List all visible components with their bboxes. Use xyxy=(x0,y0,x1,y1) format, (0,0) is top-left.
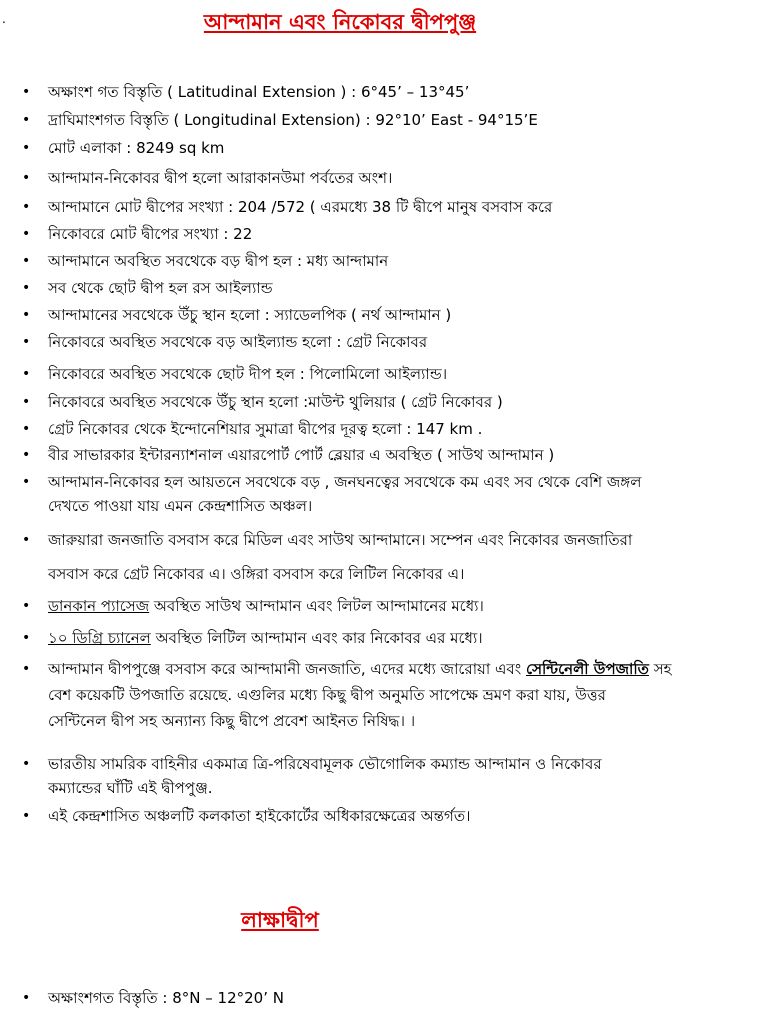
bullet-icon: • xyxy=(22,280,31,296)
bullet-icon: • xyxy=(22,394,31,410)
bullet-icon: • xyxy=(22,630,31,646)
bullet-icon: • xyxy=(22,990,31,1006)
bullet-icon: • xyxy=(22,421,31,437)
bullet-icon: • xyxy=(22,598,31,614)
underlined-bold-term: সেন্টিনেলী উপজাতি xyxy=(526,660,649,678)
bullet-icon: • xyxy=(22,170,31,186)
underlined-term: ডানকান প্যাসেজ xyxy=(48,597,150,615)
section-title-andaman: আন্দামান এবং নিকোবর দ্বীপপুঞ্জ xyxy=(203,10,477,34)
stray-mark: . xyxy=(2,12,6,26)
bullet-icon: • xyxy=(22,532,31,548)
bullet-icon: • xyxy=(22,447,31,463)
bullet-icon: • xyxy=(22,112,31,128)
bullet-icon: • xyxy=(22,253,31,269)
bullet-icon: • xyxy=(22,226,31,242)
bullet-icon: • xyxy=(22,334,31,350)
bullet-icon: • xyxy=(22,140,31,156)
bullet-icon: • xyxy=(22,756,31,772)
bullet-icon: • xyxy=(22,199,31,215)
underlined-term: ১০ ডিগ্রি চ্যানেল xyxy=(48,629,151,647)
bullet-icon: • xyxy=(22,307,31,323)
bullet-icon: • xyxy=(22,84,31,100)
bullet-icon: • xyxy=(22,474,31,490)
bullet-icon: • xyxy=(22,366,31,382)
bullet-icon: • xyxy=(22,661,31,677)
section-title-lakshadweep: লাক্ষাদ্বীপ xyxy=(241,908,319,932)
bullet-icon: • xyxy=(22,808,31,824)
